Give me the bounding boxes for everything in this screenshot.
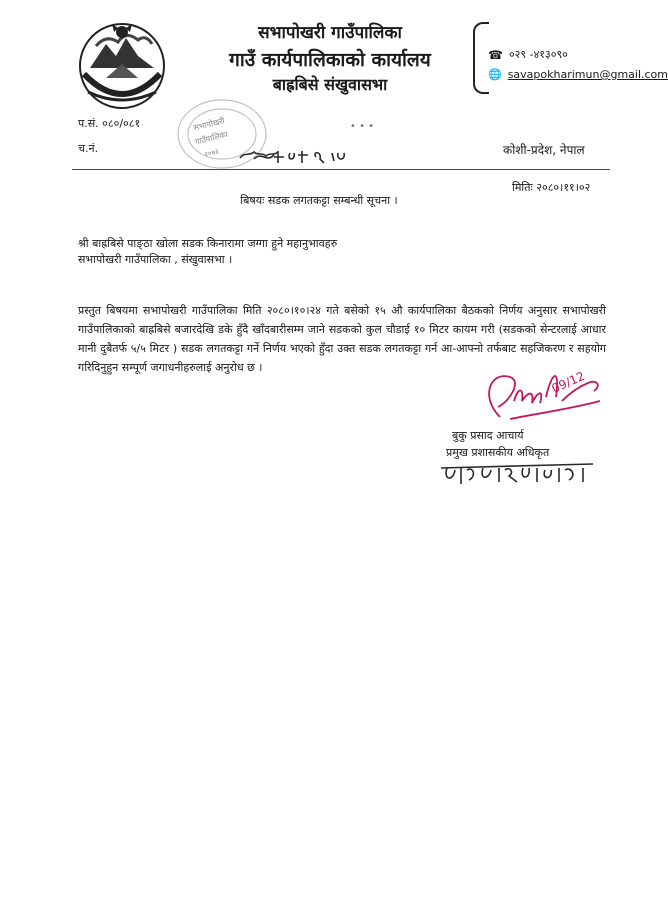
- province-location: कोशी-प्रदेश, नेपाल: [503, 143, 585, 157]
- contact-brace: [473, 22, 489, 94]
- signer-name: बुकु प्रसाद आचार्य: [452, 429, 524, 442]
- letter-date: मितिः २०८०।११।०२: [512, 181, 591, 194]
- reference-number: प.सं. ०८०/०८१: [78, 117, 141, 130]
- header-divider: [72, 169, 610, 170]
- phone-number: ०२९ -४१३०९०: [508, 48, 568, 61]
- handwritten-designation: [437, 458, 597, 492]
- dispatch-number: च.नं.: [78, 142, 99, 155]
- svg-text:09/12: 09/12: [549, 368, 587, 396]
- email-link[interactable]: savapokharimun@gmail.com: [507, 68, 668, 81]
- office-location: बाह्रबिसे संखुवासभा: [272, 75, 388, 94]
- svg-text:२०७३: २०७३: [203, 147, 220, 159]
- addressee-line-2: सभापोखरी गाउँपालिका , संखुवासभा ।: [78, 253, 233, 266]
- handwritten-notice-number: [252, 145, 352, 169]
- svg-text:गाउँपालिका: गाउँपालिका: [194, 129, 229, 147]
- phone-contact: [488, 47, 568, 62]
- globe-icon: 🌐: [488, 68, 502, 81]
- phone-icon: ☎: [488, 47, 503, 62]
- municipality-name: सभापोखरी गाउँपालिका: [258, 23, 402, 43]
- letter-subject: बिषयः सडक लगतकट्टा सम्बन्धी सूचना ।: [240, 194, 398, 207]
- svg-text:सूचना नं. ४४: सूचना नं. ४४: [252, 167, 257, 168]
- ink-dots: • • •: [350, 121, 375, 132]
- svg-text:सभापोखरी: सभापोखरी: [192, 116, 226, 133]
- nepal-government-emblem: [66, 16, 178, 114]
- signer-title: प्रमुख प्रशासकीय अधिकृत: [446, 446, 550, 459]
- email-contact: [488, 68, 668, 81]
- office-name: गाउँ कार्यपालिकाको कार्यालय: [229, 49, 431, 71]
- addressee-line-1: श्री बाह्रबिसे पाङ्ठा खोला सडक किनारामा जग्गा हुने महानुभावहरु: [78, 237, 338, 250]
- handwritten-signature: [470, 357, 610, 432]
- letter-body: प्रस्तुत बिषयमा सभापोखरी गाउँपालिका मिति २०८०।१०।२४ गते बसेको १५ औ कार्यपालिका बैठकको निर्णय अनुसार सभापोखरी गाउँपालिकाको बाह्रबिसे बजारदेखि डके हुँदै खाँदबारीसम्म जाने सडकको कुल चौडाई १० मिटर कायम गरी (सडकको सेन्टरलाई आधार मानी दुबैतर्फ ५/५ मिटर ) सडक लगतकट्टा गर्ने निर्णय भएको हुँदा उक्त सडक लगतकट्टा गर्न आ-आफ्नो तर्फबाट सहजिकरण र सहयोग गरिदिनुहुन सम्पूर्ण जगाधनीहरुलाई अनुरोध छ ।: [78, 304, 606, 374]
